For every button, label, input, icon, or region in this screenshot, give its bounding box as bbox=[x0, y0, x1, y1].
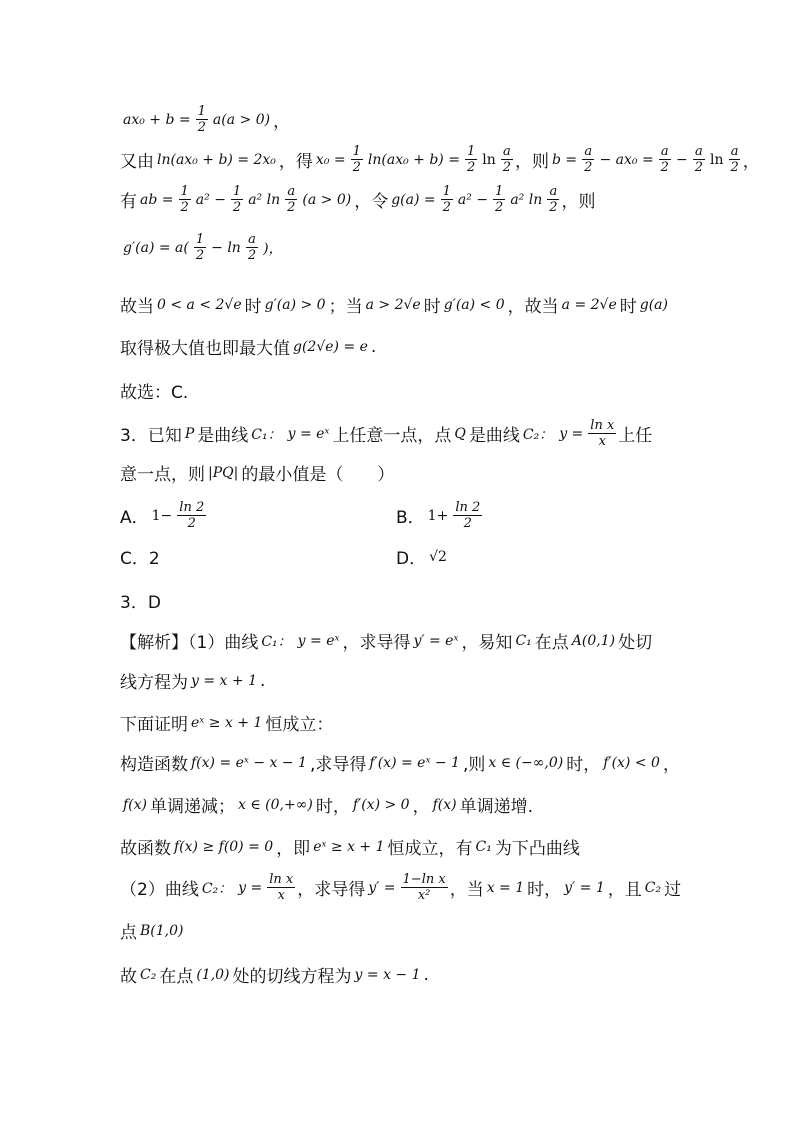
text: ，得 bbox=[278, 152, 313, 172]
text-segment: a bbox=[502, 144, 511, 159]
text-segment: 2 bbox=[660, 160, 669, 175]
text-segment: 1 bbox=[466, 144, 476, 159]
text: ， bbox=[742, 152, 760, 172]
text-segment: 2 bbox=[232, 200, 242, 215]
text-segment: 2 bbox=[549, 200, 558, 215]
equation: a² − bbox=[195, 191, 226, 208]
equation: − ax₀ = bbox=[599, 151, 654, 168]
text-segment: 过 bbox=[664, 880, 682, 900]
text-segment: C₂ bbox=[644, 879, 662, 896]
text-segment: a bbox=[549, 184, 558, 199]
text-segment: y′ = 1 bbox=[564, 879, 605, 896]
text-segment: 【解析】（1）曲线 bbox=[120, 633, 259, 653]
line-2 bbox=[120, 144, 760, 175]
text-segment: y = eˣ bbox=[297, 632, 340, 649]
solution-line-5 bbox=[120, 792, 533, 817]
text-segment: C₁： bbox=[261, 633, 292, 650]
fraction bbox=[582, 144, 594, 175]
text-segment: C．2 bbox=[120, 549, 160, 569]
text-segment: y′ = bbox=[368, 879, 396, 896]
line-1: ax₀ + b = $\frac{1}{2}$ a(a > 0) ， bbox=[123, 104, 291, 135]
fraction-half bbox=[196, 104, 208, 135]
question-3-line-1 bbox=[120, 418, 652, 449]
text-segment: 2 bbox=[584, 160, 593, 175]
text-segment: C₁ bbox=[475, 838, 492, 855]
text-segment: 1 bbox=[495, 184, 504, 199]
text-segment: 单调递减； bbox=[150, 797, 236, 817]
text-segment: 2 bbox=[730, 160, 739, 175]
text-segment: y = eˣ bbox=[287, 425, 330, 442]
text-segment: B． bbox=[396, 508, 425, 528]
equation: g(a) = bbox=[391, 191, 436, 208]
text-segment: a bbox=[660, 144, 669, 159]
text-segment: g′(a) > 0 bbox=[264, 296, 326, 313]
text-segment: 取得极大值也即最大值 bbox=[120, 339, 290, 359]
text-segment: ln 2 bbox=[179, 500, 205, 515]
text-segment: 时 bbox=[423, 297, 441, 317]
fraction bbox=[194, 232, 206, 263]
equation: a(a > 0) bbox=[212, 111, 271, 128]
text-segment: A(0,1) bbox=[571, 632, 616, 649]
text-segment: D． bbox=[396, 549, 427, 569]
line-3 bbox=[120, 184, 596, 215]
question-3-line-2 bbox=[120, 460, 394, 485]
text-segment: B(1,0) bbox=[140, 922, 184, 939]
text-segment: Q bbox=[454, 425, 466, 442]
answer-choice-line bbox=[120, 378, 188, 403]
text-segment: 时 bbox=[619, 297, 637, 317]
text-segment: 点 bbox=[120, 923, 137, 943]
text-segment: 2 bbox=[495, 200, 504, 215]
text-segment: 2 bbox=[180, 200, 189, 215]
text: 又由 bbox=[120, 152, 154, 172]
answer bbox=[120, 588, 161, 613]
text: ，则 bbox=[515, 152, 550, 172]
text-segment: 1− bbox=[151, 507, 173, 524]
text-segment: 故当 bbox=[120, 297, 154, 317]
text-segment: 上任意一点，点 bbox=[332, 426, 452, 446]
equation: ab = bbox=[140, 191, 174, 208]
text-segment: 1 bbox=[195, 232, 205, 247]
text-segment: ， bbox=[412, 797, 430, 817]
fraction bbox=[441, 184, 453, 215]
fraction bbox=[401, 872, 448, 903]
text-segment: ，即 bbox=[276, 839, 311, 859]
option-d bbox=[396, 544, 450, 569]
solution-line-6 bbox=[120, 834, 580, 859]
text-segment: y = bbox=[238, 879, 263, 896]
fraction bbox=[231, 184, 243, 215]
text-segment: 2 bbox=[247, 248, 257, 263]
text-segment: 2 bbox=[463, 516, 472, 531]
text-segment: f(x) bbox=[123, 796, 148, 813]
text-segment: 时， bbox=[566, 755, 601, 775]
text-segment: a > 2√e bbox=[365, 296, 421, 313]
option-a bbox=[120, 500, 208, 531]
text-segment: f(x) bbox=[432, 796, 457, 813]
text-segment: eˣ ≥ x + 1 bbox=[191, 714, 263, 731]
text-segment: C₂ bbox=[140, 966, 157, 983]
text-segment: ，易知 bbox=[461, 633, 513, 653]
solution-line-4 bbox=[120, 750, 680, 775]
fraction bbox=[659, 144, 671, 175]
text-segment: （2）曲线 bbox=[120, 880, 199, 900]
text-segment: x bbox=[598, 434, 606, 449]
text-segment: a = 2√e bbox=[561, 296, 617, 313]
fraction bbox=[501, 144, 513, 175]
equation: a² ln bbox=[510, 191, 543, 208]
solution-line-1 bbox=[120, 628, 652, 653]
text: ，则 bbox=[561, 192, 596, 212]
text-segment: 处的切线方程为 bbox=[232, 967, 352, 987]
text-segment: 2 bbox=[694, 160, 703, 175]
text-segment: g′(a) < 0 bbox=[443, 296, 505, 313]
option-c bbox=[120, 544, 160, 569]
line-5 bbox=[120, 292, 671, 317]
equation: ln(ax₀ + b) = 2x₀ bbox=[157, 151, 276, 168]
equation: ln bbox=[482, 151, 496, 168]
fraction bbox=[246, 232, 258, 263]
fraction bbox=[588, 418, 616, 449]
solution-line-7 bbox=[120, 872, 681, 903]
text-segment: 时 bbox=[244, 297, 262, 317]
text-segment: P bbox=[184, 425, 195, 442]
text-segment: 线方程为 bbox=[120, 673, 188, 693]
text-segment: ， bbox=[662, 755, 680, 775]
text-segment: 单调递增. bbox=[459, 797, 533, 817]
text-segment: 是曲线 bbox=[197, 426, 249, 446]
text-segment: ln x bbox=[269, 872, 294, 887]
fraction bbox=[693, 144, 705, 175]
text-segment: |PQ| bbox=[208, 464, 239, 481]
line-6 bbox=[120, 334, 376, 359]
text-segment: f(x) ≥ f(0) = 0 bbox=[174, 838, 274, 855]
text-segment: f′(x) = eˣ − 1 bbox=[369, 754, 460, 771]
text-segment: ln x bbox=[590, 418, 615, 433]
equation: )， bbox=[263, 240, 283, 257]
fraction bbox=[453, 500, 482, 531]
text-segment: C₂： bbox=[522, 426, 554, 443]
text-segment: ，当 bbox=[449, 880, 484, 900]
fraction bbox=[547, 184, 559, 215]
solution-line-2 bbox=[120, 668, 265, 693]
text-segment: a bbox=[730, 144, 739, 159]
equation: a² − bbox=[457, 191, 489, 208]
text-segment: . bbox=[259, 670, 266, 691]
text: 有 bbox=[120, 192, 137, 212]
text-segment: 是曲线 bbox=[468, 426, 520, 446]
fraction bbox=[285, 184, 297, 215]
equation: a² ln bbox=[248, 191, 281, 208]
text-segment: 3．已知 bbox=[120, 426, 182, 446]
text-segment: 在点 bbox=[534, 633, 569, 653]
solution-line-8 bbox=[120, 918, 186, 943]
text-segment: 故函数 bbox=[120, 839, 171, 859]
fraction bbox=[267, 872, 295, 903]
text-segment: 处切 bbox=[618, 633, 653, 653]
text-segment: a bbox=[287, 184, 296, 199]
text-segment: 下面证明 bbox=[120, 715, 188, 735]
text-segment: ln 2 bbox=[455, 500, 481, 515]
text-segment: 3．D bbox=[120, 593, 161, 613]
text-segment: 2 bbox=[442, 200, 451, 215]
text-segment: f(x) = eˣ − x − 1 bbox=[191, 754, 307, 771]
equation: ln(ax₀ + b) = bbox=[367, 151, 460, 168]
text-segment: 故 bbox=[120, 967, 137, 987]
equation: ln bbox=[709, 151, 724, 168]
text-segment: C₁： bbox=[251, 426, 282, 443]
solution-line-3 bbox=[120, 710, 333, 735]
text-segment: 的最小值是（ ） bbox=[241, 465, 395, 485]
text-segment: 构造函数 bbox=[120, 755, 188, 775]
equation: − ln bbox=[211, 239, 241, 256]
text-segment: 故选：C. bbox=[120, 383, 189, 403]
text-segment: 1 bbox=[352, 144, 361, 159]
text-segment: 1−ln x bbox=[402, 872, 446, 887]
text-segment: ，故当 bbox=[507, 297, 559, 317]
text-segment: 2 bbox=[502, 160, 512, 175]
equation: − bbox=[675, 151, 688, 168]
fraction bbox=[465, 144, 477, 175]
equation: g′(a) = a( bbox=[123, 239, 189, 256]
line-4 bbox=[120, 232, 286, 263]
text-segment: 2 bbox=[197, 120, 206, 135]
text-segment: f′(x) > 0 bbox=[352, 796, 410, 813]
text-segment: g(a) bbox=[639, 296, 668, 313]
text-segment: a bbox=[584, 144, 593, 159]
text-segment: 上任 bbox=[618, 426, 653, 446]
text-segment: x ∈ (−∞,0) bbox=[488, 754, 564, 771]
text-segment: 意一点，则 bbox=[120, 465, 205, 485]
text-segment: 2 bbox=[187, 516, 196, 531]
text-segment: f′(x) < 0 bbox=[603, 754, 660, 771]
text-segment: a bbox=[248, 232, 256, 247]
equation: (a > 0) bbox=[302, 191, 352, 208]
text-segment: 2 bbox=[352, 160, 361, 175]
text-segment: 2 bbox=[195, 248, 205, 263]
text-segment: 0 < a < 2√e bbox=[157, 296, 242, 313]
fraction bbox=[351, 144, 363, 175]
text-segment: √2 bbox=[429, 548, 447, 565]
text-segment: ,则 bbox=[462, 755, 486, 775]
text-segment: a bbox=[694, 144, 703, 159]
text-segment: 时， bbox=[315, 797, 350, 817]
text-segment: . bbox=[423, 964, 429, 985]
text-segment: y = x − 1 bbox=[354, 966, 421, 983]
text-segment: C₂： bbox=[201, 880, 233, 897]
text-segment: ；当 bbox=[328, 297, 363, 317]
text-segment: ,求导得 bbox=[309, 755, 367, 775]
text-segment: eˣ ≥ x + 1 bbox=[313, 838, 385, 855]
equation: b = bbox=[552, 151, 578, 168]
text-segment: 1 bbox=[197, 104, 206, 119]
text-segment: x² bbox=[417, 888, 431, 903]
text-segment: x ∈ (0,+∞) bbox=[238, 796, 313, 813]
equation: x₀ = bbox=[315, 151, 346, 168]
text-segment: x = 1 bbox=[486, 879, 525, 896]
text-segment: 2 bbox=[466, 160, 476, 175]
text-segment: C₁ bbox=[515, 632, 532, 649]
text-segment: ，且 bbox=[607, 880, 642, 900]
text-segment: 恒成立，有 bbox=[387, 839, 473, 859]
text-segment: 1 bbox=[232, 184, 242, 199]
equation: ax₀ + b = bbox=[123, 111, 191, 128]
text-segment: x bbox=[277, 888, 285, 903]
text-segment: 1 bbox=[180, 184, 189, 199]
text-segment: A． bbox=[120, 508, 149, 528]
text-segment: 在点 bbox=[159, 967, 194, 987]
fraction bbox=[728, 144, 740, 175]
text-segment: 为下凸曲线 bbox=[494, 839, 580, 859]
text-segment: 1 bbox=[442, 184, 451, 199]
text-segment: y′ = eˣ bbox=[413, 632, 459, 649]
text-segment: 恒成立： bbox=[265, 715, 334, 735]
text-segment: . bbox=[370, 336, 377, 357]
text: ，令 bbox=[354, 192, 389, 212]
fraction bbox=[493, 184, 505, 215]
solution-line-9 bbox=[120, 962, 429, 987]
text-segment: y = bbox=[559, 425, 584, 442]
option-b bbox=[396, 500, 484, 531]
text-segment: 时， bbox=[527, 880, 562, 900]
text-segment: y = x + 1 bbox=[191, 672, 257, 689]
fraction bbox=[179, 184, 191, 215]
text-segment: ，求导得 bbox=[342, 633, 411, 653]
text-segment: 1+ bbox=[427, 507, 449, 524]
text-segment: (1,0) bbox=[196, 966, 230, 983]
fraction bbox=[177, 500, 206, 531]
text-segment: g(2√e) = e bbox=[293, 338, 368, 355]
text-segment: 2 bbox=[287, 200, 296, 215]
text-segment: ，求导得 bbox=[297, 880, 366, 900]
